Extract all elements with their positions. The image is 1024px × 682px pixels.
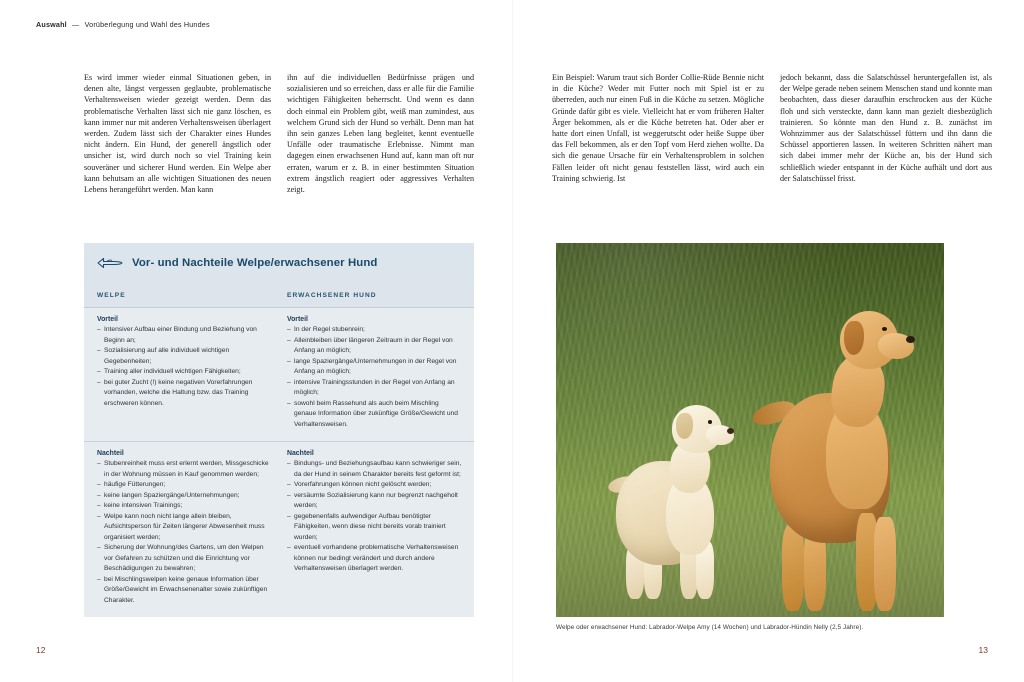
cell-label: Vorteil xyxy=(287,316,308,323)
body-columns-right xyxy=(552,72,992,184)
list-item: bei guter Zucht (!) keine negativen Vorerfahrungen vorhanden, welche die Haltung bzw. das Training erschweren können. xyxy=(104,378,253,407)
puppy-eye xyxy=(708,420,712,424)
spread-gutter xyxy=(512,0,513,682)
table-row xyxy=(84,442,474,617)
cell-list xyxy=(97,325,269,409)
table-cell-welpe-nachteil xyxy=(84,442,279,617)
folio-left: 12 xyxy=(36,645,46,655)
cell-label: Nachteil xyxy=(287,450,314,458)
table-title: Vor- und Nachteile Welpe/erwachsener Hund xyxy=(132,257,378,269)
body-column-4: jedoch bekannt, dass die Salatschüssel heruntergefallen ist, als der Welpe gerade neben seinem Menschen stand und konnte man beobachten, dass dieser daraufhin erschrocken aus der Küche floh und sich versteckte, dann kann man gezielt diesbezüglich trainieren. So könnte man den Hund z. B. zunächst im Wohnzimmer aus der Salatschüssel füttern und ihn dann die Schüssel apportieren lassen. In weiteren Schritten nähert man sich dabei immer mehr der Küche an, bis der Hund sich schließlich wieder entspannt in der Küche aufhält und dort aus der Salatschüssel frisst. xyxy=(780,73,992,183)
folio-right: 13 xyxy=(978,645,988,655)
list-item: häufige Fütterungen; xyxy=(104,481,166,489)
list-dash: – xyxy=(287,460,291,468)
running-head-dash: — xyxy=(72,20,80,29)
cell-list xyxy=(287,459,462,575)
cell-list xyxy=(97,459,269,606)
list-item: Training aller individuell wichtigen Fähigkeiten; xyxy=(104,368,241,376)
list-dash: – xyxy=(97,491,101,499)
column-header-erwachsener-hund: ERWACHSENER HUND xyxy=(287,292,377,299)
list-dash: – xyxy=(287,544,291,552)
list-dash: – xyxy=(287,481,291,489)
puppy-figure xyxy=(608,389,740,599)
table-cell-erwachsen-nachteil xyxy=(279,442,474,617)
list-item: sowohl beim Rassehund als auch beim Mischling genaue Information über zukünftige Größe/Gewicht und Verhaltensweisen. xyxy=(294,399,458,428)
cell-label: Nachteil xyxy=(97,450,124,458)
adult-dog-nose xyxy=(906,336,915,343)
list-dash: – xyxy=(97,326,101,333)
table-cell-welpe-vorteil xyxy=(84,308,279,441)
adult-dog-leg xyxy=(874,517,896,611)
puppy-and-adult-dog-photo xyxy=(556,243,944,617)
adult-dog-figure xyxy=(752,281,924,611)
body-columns-left xyxy=(84,72,474,195)
list-dash: – xyxy=(97,378,101,386)
list-dash: – xyxy=(287,399,291,407)
list-dash: – xyxy=(287,357,291,365)
list-dash: – xyxy=(287,336,291,344)
list-dash: – xyxy=(97,575,101,583)
list-item: In der Regel stubenrein; xyxy=(294,326,365,333)
cell-list xyxy=(287,325,462,430)
list-item: Welpe kann noch nicht lange allein bleiben, Aufsichtsperson für Zeiten längerer Abwesenheit muss organisiert werden; xyxy=(104,512,265,541)
running-head-title: Vorüberlegung und Wahl des Hundes xyxy=(84,20,210,29)
cell-label: Vorteil xyxy=(97,316,118,323)
adult-dog-leg xyxy=(782,525,804,611)
photo-caption: Welpe oder erwachsener Hund: Labrador-Welpe Amy (14 Wochen) und Labrador-Hündin Nelly (2,5 Jahre). xyxy=(556,624,864,631)
list-dash: – xyxy=(287,491,291,499)
table-cell-erwachsen-vorteil xyxy=(279,308,474,441)
list-item: Bindungs- und Beziehungsaufbau kann schwieriger sein, da der Hund in seinem Charakter bereits fest geformt ist; xyxy=(294,460,462,478)
list-dash: – xyxy=(287,326,291,333)
list-item: Sicherung der Wohnung/des Gartens, um den Welpen vor Gefahren zu schützen und die Einrichtung vor Beschädigungen zu bewahren; xyxy=(104,544,264,573)
list-dash: – xyxy=(97,368,101,376)
list-item: Intensiver Aufbau einer Bindung und Beziehung von Beginn an; xyxy=(104,326,257,344)
list-item: keine intensiven Trainings; xyxy=(104,502,183,510)
table-column-headers xyxy=(84,283,474,308)
adult-dog-eye xyxy=(882,327,887,331)
list-item: keine langen Spaziergänge/Unternehmungen; xyxy=(104,491,240,499)
list-dash: – xyxy=(97,481,101,489)
comparison-table xyxy=(84,243,474,617)
list-item: lange Spaziergänge/Unternehmungen in der Regel von Anfang an möglich; xyxy=(294,357,457,376)
list-dash: – xyxy=(97,502,101,510)
list-dash: – xyxy=(97,460,101,468)
running-head-chapter: Auswahl xyxy=(36,20,67,29)
list-dash: – xyxy=(287,378,291,386)
table-row xyxy=(84,308,474,442)
list-item: versäumte Sozialisierung kann nur begrenzt nachgeholt werden; xyxy=(294,491,458,510)
table-header xyxy=(84,243,474,283)
list-item: intensive Trainingsstunden in der Regel von Anfang an möglich; xyxy=(294,378,455,397)
list-item: Vorerfahrungen können nicht gelöscht werden; xyxy=(294,481,432,489)
body-column-1: Es wird immer wieder einmal Situationen geben, in denen alte, längst vergessen geglaubte, problematische Verhaltensweisen wieder gezeigt werden. Denn das problematische Verhalten lässt sich nie ganz löschen, es kann immer nur mit anderen Verhaltensweisen überlagert werden. Zudem lässt sich der Charakter eines Hundes nicht ändern. Ein Hund, der generell ängstlich oder unsicher ist, wird durch noch so viel Training kein souveräner und sicherer Hund werden. Ein Welpe aber kann behutsam an alle wichtigen Situationen des neuen Lebens herangeführt werden. Man kann xyxy=(84,73,271,195)
list-item: Stubenreinheit muss erst erlernt werden, Missgeschicke in der Wohnung müssen in Kauf genommen werden; xyxy=(104,460,269,478)
photo-block xyxy=(556,243,944,631)
list-dash: – xyxy=(97,347,101,355)
body-column-3: Ein Beispiel: Warum traut sich Border Collie-Rüde Bennie nicht in die Küche? Weder mit Futter noch mit Spiel ist er zu überreden, auch nur einen Fuß in die Küche zu setzen. Mögliche Gründe dafür gibt es viele. Vielleicht hat er vom früheren Halter Ärger bekommen, als er die Küche betreten hat. Oder aber er hatte dort einen Unfall, ist weggerutscht oder heiße Suppe über das Fell bekommen, als er den Topf vom Herd ziehen wollte. Da sich die genaue Ursache für ein Verhaltensproblem in solchen Fällen leider oft nicht genau feststellen lässt, wird auch ein Training schwierig. Ist xyxy=(552,73,764,183)
list-item: Sozialisierung auf alle individuell wichtigen Gegebenheiten; xyxy=(104,347,230,365)
list-item: Alleinbleiben über längeren Zeitraum in der Regel von Anfang an möglich; xyxy=(294,336,453,355)
list-item: gegebenenfalls aufwendiger Aufbau benötigter Fähigkeiten, wenn diese nicht bereits vorab trainiert wurden; xyxy=(294,512,446,541)
list-item: bei Mischlingswelpen keine genaue Information über Größe/Gewicht im Erwachsenenalter sowie zukünftigen Charakter. xyxy=(104,575,268,604)
list-dash: – xyxy=(287,512,291,520)
pointing-hand-icon xyxy=(97,256,123,270)
list-item: eventuell vorhandene problematische Verhaltensweisen können nur bedingt verändert und durch andere Verhaltensweisen überlagert werden. xyxy=(294,544,459,573)
body-column-2: ihn auf die individuellen Bedürfnisse prägen und sozialisieren und so erreichen, dass er alle für die Familie wichtigen Fähigkeiten beherrscht. Und wenn es dann doch einmal ein Problem gibt, weiß man zumindest, aus welchem Grund sich der Hund so verhält. Denn man hat ihn sein ganzes Leben lang begleitet, kennt eventuelle Unfälle oder traumatische Erlebnisse. Nimmt man dagegen einen erwachsenen Hund auf, kann man oft nur erraten, warum er z. B. in einer bestimmten Situation extrem ängstlich reagiert oder aggressives Verhalten zeigt. xyxy=(287,73,474,195)
column-header-welpe: WELPE xyxy=(97,292,126,299)
puppy-nose xyxy=(727,428,734,434)
list-dash: – xyxy=(97,512,101,520)
list-dash: – xyxy=(97,544,101,552)
running-head xyxy=(36,20,210,29)
